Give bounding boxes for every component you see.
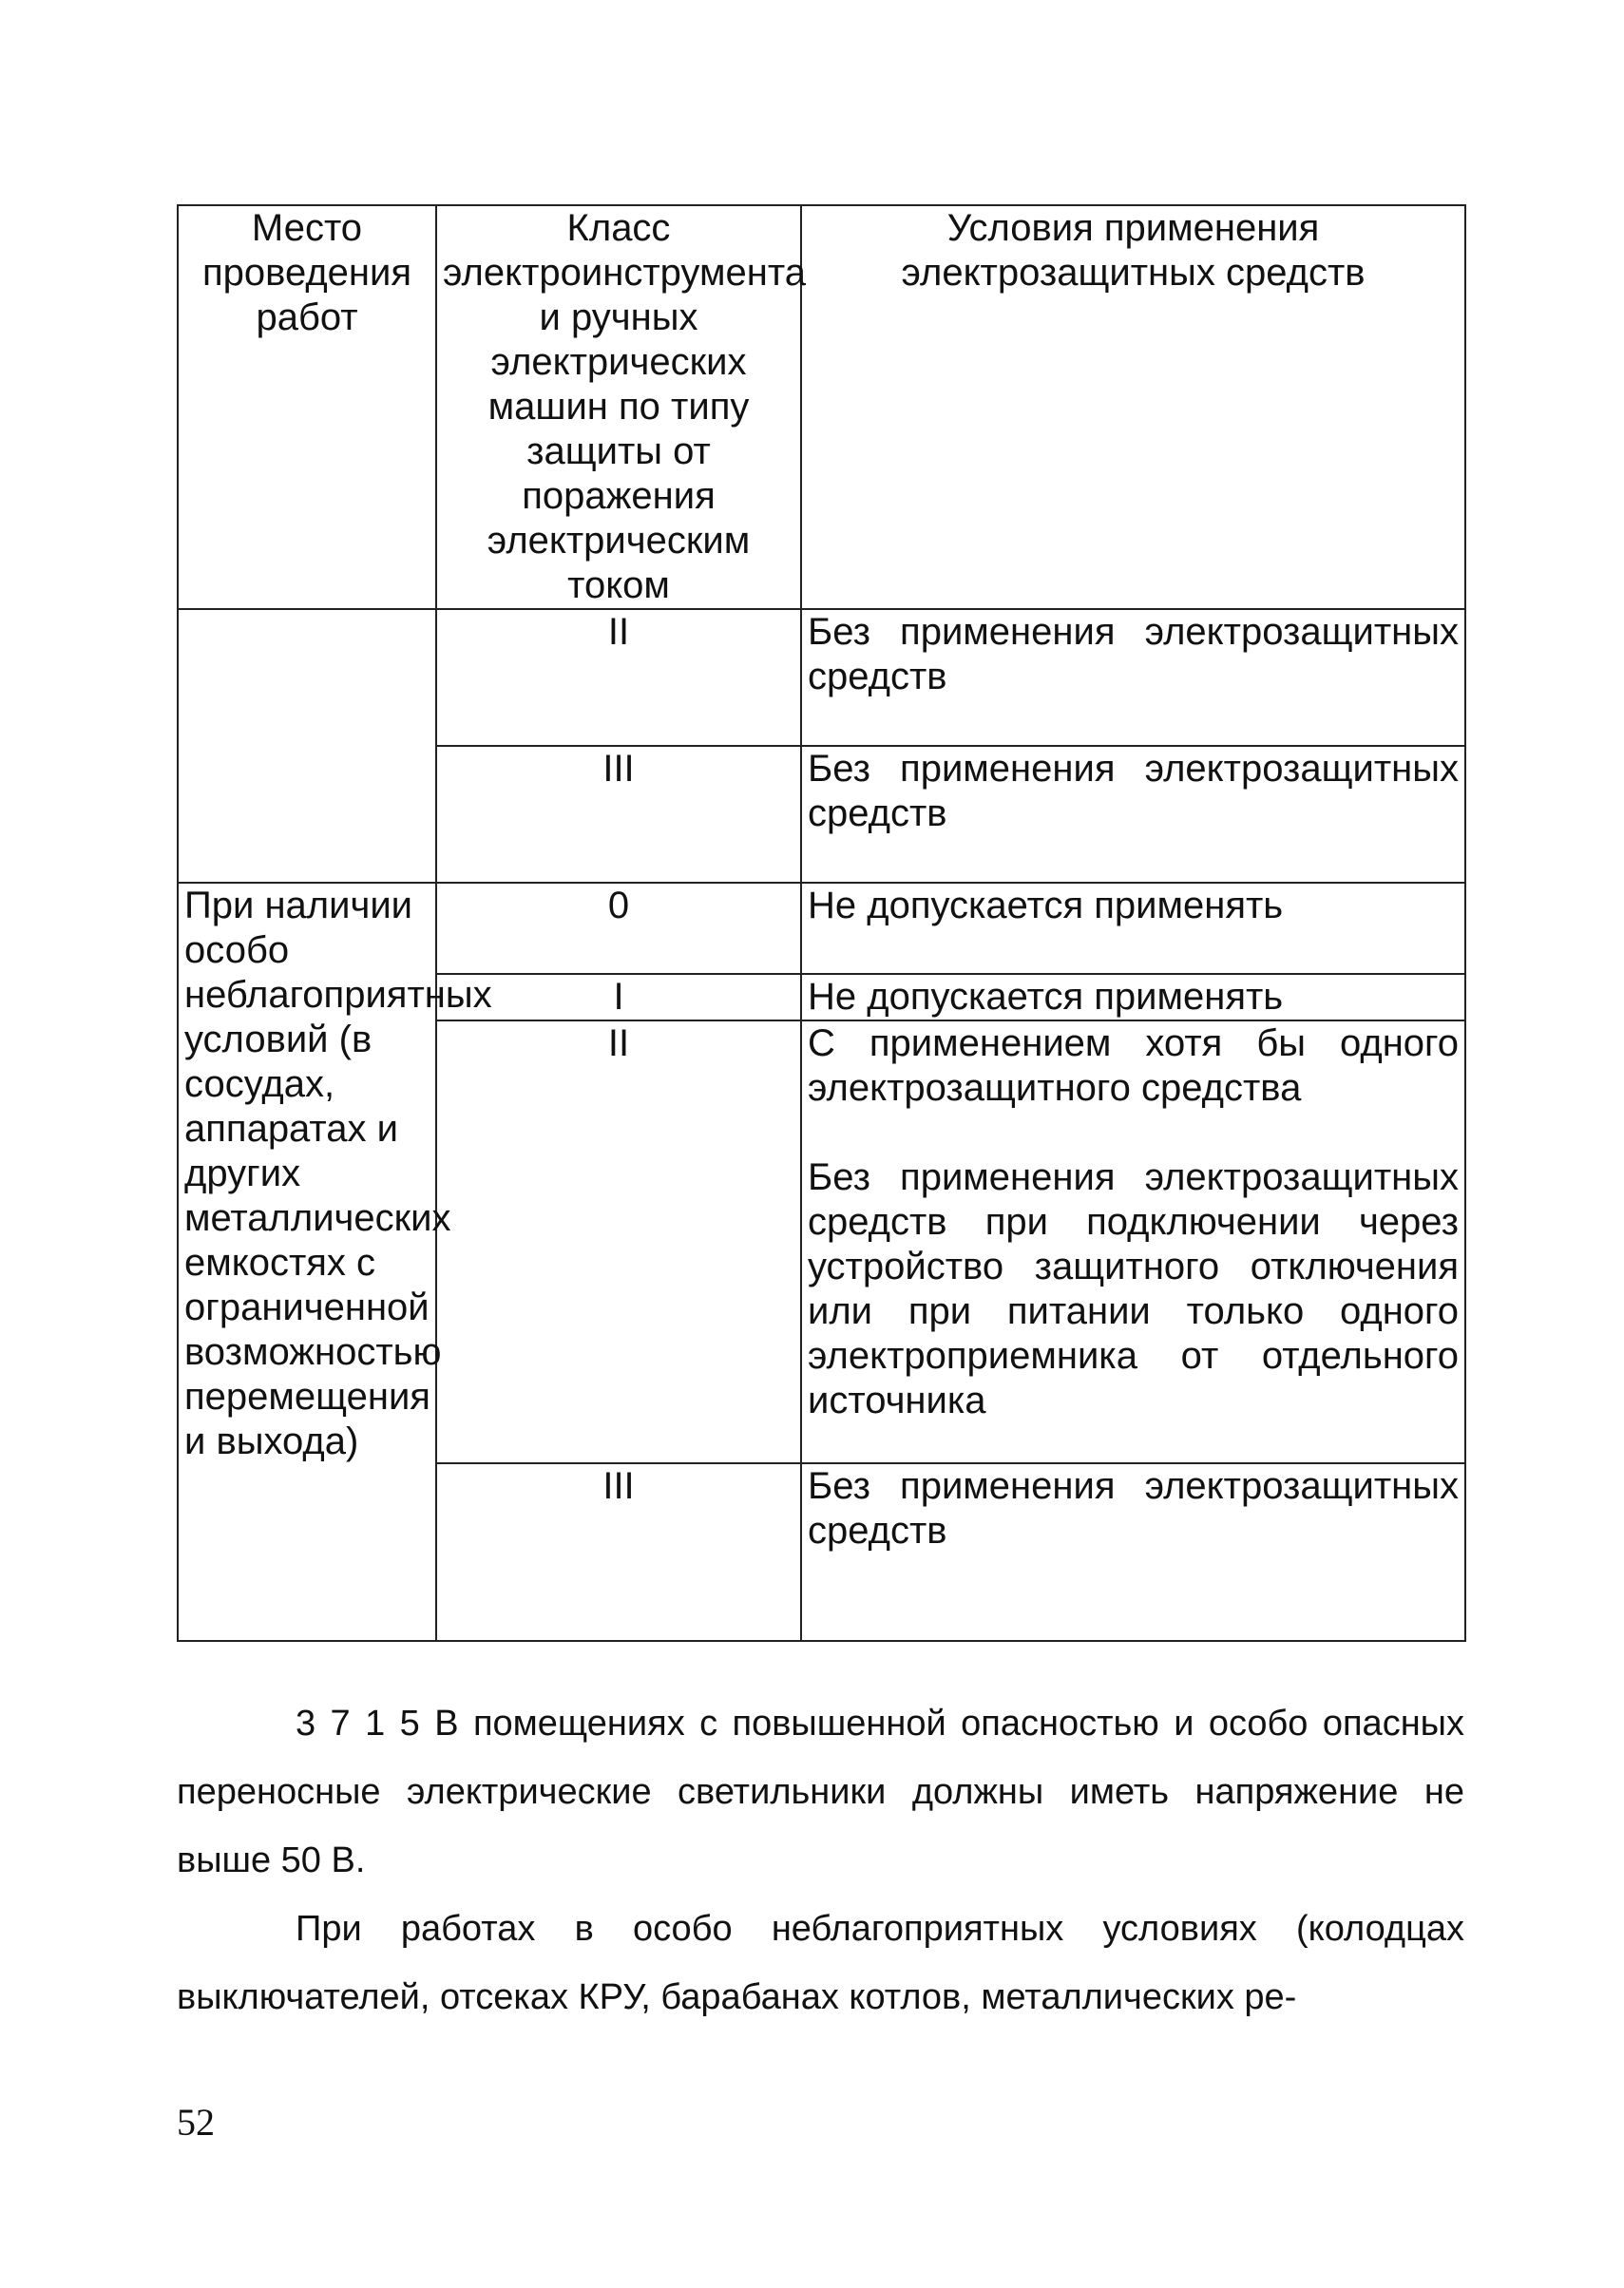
conditions-text: Не допускается применять: [808, 885, 1284, 926]
conditions-cell: [801, 609, 1465, 746]
paragraph-unfavourable-conditions: При работах в особо неблагоприятных условиях (колодцах выключателей, отсеках КРУ, барабанах котлов, металлических ре-: [177, 1909, 1464, 2017]
class-cell: III: [436, 1463, 801, 1641]
conditions-text: Без применения электрозащитных средств: [808, 748, 1459, 834]
conditions-cell: [801, 1020, 1465, 1463]
conditions-text: С применением хотя бы одного электрозащитного средства: [808, 1022, 1459, 1109]
class-cell: 0: [436, 883, 801, 974]
header-tool-class: Класс электроинструмента и ручных электрических машин по типу защиты от поражения электрическим током: [436, 205, 801, 609]
header-conditions: Условия применения электрозащитных средств: [801, 205, 1465, 609]
conditions-cell: [801, 883, 1465, 974]
protection-conditions-table: [177, 204, 1466, 1642]
conditions-text: Не допускается применять: [808, 976, 1284, 1018]
class-cell: III: [436, 746, 801, 883]
conditions-text: Без применения электрозащитных средств: [808, 1465, 1459, 1552]
place-cell: При наличии особо неблагоприятных условий (в сосудах, аппаратах и других металлических емкостях с ограниченной возможностью перемещения и выхода): [178, 883, 436, 1641]
table-row: [178, 883, 1465, 974]
table-header-row: [178, 205, 1465, 609]
class-cell: II: [436, 609, 801, 746]
class-cell: I: [436, 974, 801, 1020]
conditions-cell: [801, 746, 1465, 883]
conditions-text: Без применения электрозащитных средств: [808, 611, 1459, 697]
table-row: [178, 609, 1465, 746]
conditions-cell: [801, 1463, 1465, 1641]
conditions-cell: [801, 974, 1465, 1020]
page-number: 52: [177, 2101, 215, 2144]
place-cell: [178, 609, 436, 883]
conditions-text: Без применения электрозащитных средств при подключении через устройство защитного отключения или при питании только одного электроприемника от отдельного источника: [808, 1156, 1459, 1421]
paragraph-3715: 3 7 1 5 В помещениях с повышенной опасностью и особо опасных переносные электрические светильники должны иметь напряжение не выше 50 В.: [177, 1704, 1464, 1880]
class-cell: II: [436, 1020, 801, 1463]
header-work-place: Место проведения работ: [178, 205, 436, 609]
